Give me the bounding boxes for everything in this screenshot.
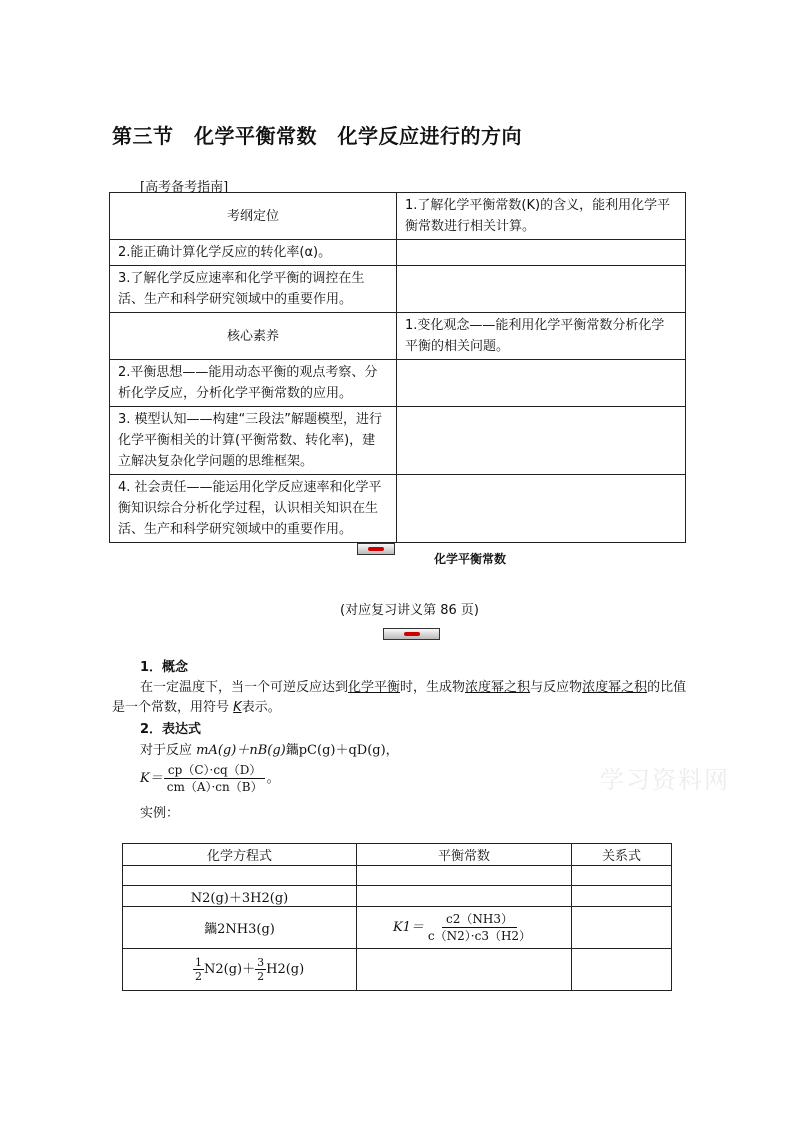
table-header: 化学方程式	[123, 844, 357, 866]
table-cell	[572, 949, 672, 991]
k1-fraction	[424, 911, 535, 944]
table-cell	[357, 886, 572, 907]
table-cell	[572, 866, 672, 886]
reaction-reactants: mA(g)＋nB(g)	[196, 743, 286, 758]
table-cell	[357, 866, 572, 886]
reaction-products: pC(g)＋qD(g)，	[298, 743, 399, 758]
guide-cell-left: 核心素养	[110, 313, 397, 360]
n2-term: N2(g)＋	[204, 962, 256, 977]
guide-row	[110, 193, 686, 240]
k-label: K＝	[140, 771, 163, 786]
table-header-row	[123, 844, 672, 866]
reaction-prefix: 对于反应	[140, 743, 197, 758]
table-cell	[572, 886, 672, 907]
guide-row	[110, 360, 686, 407]
table-row	[123, 949, 672, 991]
guide-cell-right	[397, 475, 686, 543]
guide-table	[109, 192, 686, 543]
table-cell-equation: 鑴2NH3(g)	[123, 907, 357, 949]
concept-heading: 1．概念	[140, 660, 189, 675]
table-row	[123, 866, 672, 886]
k-numerator: cp（C）·cq（D）	[164, 762, 265, 779]
guide-row	[110, 407, 686, 475]
guide-row	[110, 266, 686, 313]
concept-text: 时，生成物	[400, 680, 466, 695]
k-expression	[140, 762, 280, 795]
k1-label: K1＝	[392, 920, 424, 935]
guide-cell-left: 3. 模型认知——构建“三段法”解题模型，进行化学平衡相关的计算(平衡常数、转化率)，建立解决复杂化学问题的思维框架。	[110, 407, 397, 475]
table-row	[123, 886, 672, 907]
guide-cell-right: 1.变化观念——能利用化学平衡常数分析化学平衡的相关问题。	[397, 313, 686, 360]
page-title: 第三节 化学平衡常数 化学反应进行的方向	[112, 124, 522, 148]
guide-row	[110, 475, 686, 543]
guide-cell-right	[397, 266, 686, 313]
k-fraction	[163, 762, 267, 795]
coef-numerator: 3	[257, 956, 265, 969]
guide-cell-right: 1.了解化学平衡常数(K)的含义，能利用化学平衡常数进行相关计算。	[397, 193, 686, 240]
guide-cell-right	[397, 407, 686, 475]
guide-cell-left: 2.平衡思想——能用动态平衡的观点考察、分析化学反应，分析化学平衡常数的应用。	[110, 360, 397, 407]
n2-coefficient	[193, 956, 204, 983]
coef-denominator: 2	[257, 970, 265, 983]
concept-symbol: K	[233, 700, 242, 715]
k1-denominator: c（N2）·c3（H2）	[427, 929, 532, 943]
example-table	[122, 843, 672, 991]
section-banner-icon	[357, 543, 395, 555]
coef-denominator: 2	[195, 970, 202, 983]
guide-cell-right	[397, 240, 686, 266]
guide-cell-left: 4. 社会责任——能运用化学反应速率和化学平衡知识综合分析化学过程，认识相关知识在生活、生产和科学研究领域中的重要作用。	[110, 475, 397, 543]
table-cell	[357, 949, 572, 991]
guide-row	[110, 240, 686, 266]
guide-cell-left: 3.了解化学反应速率和化学平衡的调控在生活、生产和科学研究领域中的重要作用。	[110, 266, 397, 313]
concept-term: 浓度幂之积	[465, 680, 531, 695]
concept-term: 浓度幂之积	[582, 680, 648, 695]
k-end: 。	[266, 771, 280, 786]
watermark: 学习资料网	[600, 766, 730, 794]
concept-text: 在一定温度下，当一个可逆反应达到	[140, 680, 349, 695]
coef-numerator: 1	[195, 956, 202, 969]
concept-paragraph	[112, 678, 692, 718]
subsection-banner-icon	[383, 628, 440, 640]
example-label: 实例：	[140, 806, 180, 821]
guide-cell-left: 2.能正确计算化学反应的转化率(α)。	[110, 240, 397, 266]
concept-text: 表示。	[241, 700, 281, 715]
table-header: 平衡常数	[357, 844, 572, 866]
h2-coefficient	[255, 956, 266, 983]
table-cell-equation	[123, 949, 357, 991]
h2-term: H2(g)	[266, 962, 305, 977]
table-cell-equation: N2(g)＋3H2(g)	[123, 886, 357, 907]
reaction-arrow: 鑴	[285, 743, 299, 758]
guide-cell-right	[397, 360, 686, 407]
table-row	[123, 907, 672, 949]
concept-text: 的比值是一个常数，用符号	[112, 680, 687, 715]
reaction-line	[140, 741, 399, 761]
guide-cell-left: 考纲定位	[110, 193, 397, 240]
expression-heading: 2．表达式	[140, 722, 202, 737]
concept-term: 化学平衡	[348, 680, 401, 695]
k-denominator: cm（A）·cn（B）	[166, 780, 263, 794]
k1-numerator: c2（NH3）	[442, 911, 517, 928]
guide-row	[110, 313, 686, 360]
table-cell	[123, 866, 357, 886]
section-title: 化学平衡常数	[434, 552, 507, 566]
guide-caption: [高考备考指南]	[140, 180, 229, 195]
concept-text: 与反应物	[530, 680, 583, 695]
table-header: 关系式	[572, 844, 672, 866]
table-cell-k1	[357, 907, 572, 949]
section-ref: (对应复习讲义第 86 页)	[340, 603, 479, 618]
table-cell	[572, 907, 672, 949]
